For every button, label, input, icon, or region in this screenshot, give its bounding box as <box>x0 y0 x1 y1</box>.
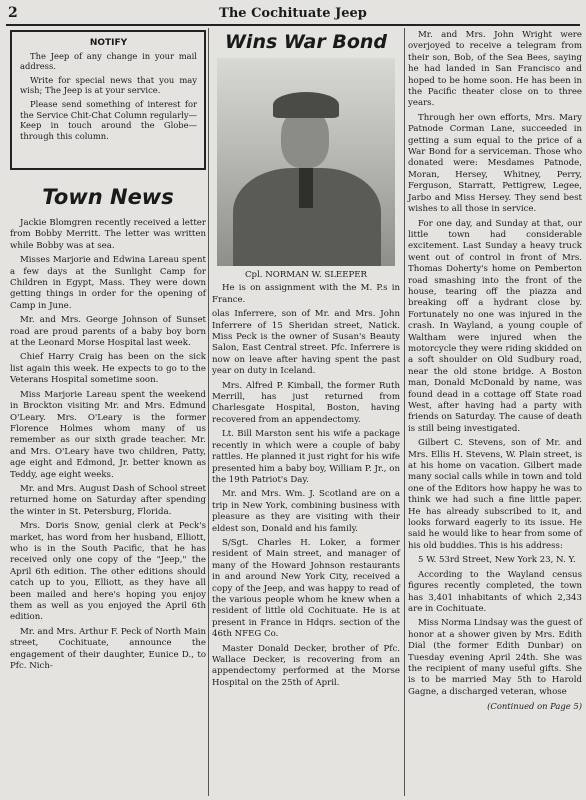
article-paragraph: Mr. and Mrs. George Johnson of Sunset road are proud parents of a baby boy born at the Leonard Morse Hospital last week. <box>10 315 206 349</box>
article-paragraph: Mr. and Mrs. August Dash of School street returned home on Saturday after spending the winter in St. Petersburg, Florida. <box>10 483 206 517</box>
column-right <box>408 30 582 713</box>
paper-title: The Cochituate Jeep <box>219 5 367 21</box>
town-news-heading: Town News <box>42 185 174 209</box>
article-paragraph: Mr. and Mrs. John Wright were overjoyed to receive a telegram from their son, Bob, of the Sea Bees, saying he had landed in San Francisco and hoped to be home soon. He has been in the Pacific theater close on to three years. <box>408 30 582 109</box>
article-paragraph: Lt. Bill Marston sent his wife a package recently in which were a couple of baby rattles. He planned it just right for his wife presented him a baby boy, William P. Jr., on the 19th Patriot's Day. <box>212 429 400 485</box>
article-paragraph: Gilbert C. Stevens, son of Mr. and Mrs. Ellis H. Stevens, W. Plain street, is at his home on vacation. Gilbert made many social calls while in town and told one of the Editors how happy he was to think we had such a fine little paper. He has already subscribed to it, and looks forward eagerly to its issue. He said he would like to hear from some of his old buddies. This is his address: <box>408 438 582 551</box>
column-divider <box>404 28 405 796</box>
article-paragraph: Master Donald Decker, brother of Pfc. Wallace Decker, is recovering from an appendectomy performed at the Morse Hospital on the 25th of April. <box>212 643 400 688</box>
article-paragraph: Mr. and Mrs. Wm. J. Scotland are on a trip in New York, combining business with pleasure as they are visiting with their eldest son, Donald and his family. <box>212 489 400 534</box>
article-paragraph: Mr. and Mrs. Arthur F. Peck of North Main street, Cochituate, announce the engagement of their daughter, Eunice D., to Pfc. Nich- <box>10 626 206 672</box>
page-header <box>6 2 580 24</box>
notify-text-1: The Jeep of any change in your mail address. <box>20 50 197 72</box>
article-paragraph: Miss Norma Lindsay was the guest of honor at a shower given by Mrs. Edith Dial (the former Edith Dunbar) on Tuesday evening April 24th. She was the recipient of many useful gifts. She is to be married May 5th to Harold Gagne, a discharged veteran, whose <box>408 618 583 697</box>
article-paragraph: S/Sgt. Charles H. Loker, a former resident of Main street, and manager of many of the Howard Johnson restaurants in and around New York City, received a copy of the Jeep, and was happy to read of the various people whom he knew when a resident of little old Cochituate. He is at present in France in Hdqrs. section of the 46th NFEG Co. <box>212 537 400 640</box>
continued-note: (Continued on Page 5) <box>487 701 582 712</box>
notify-title: NOTIFY <box>89 38 128 48</box>
article-paragraph: Miss Marjorie Lareau spent the weekend in Brockton visiting Mr. and Mrs. Edmund O'Leary. Mrs. O'Leary is the former Florence Holmes whom many of us remember as our sixth grade teacher. Mr. and Mrs. O'Leary have two children, Patty, age eight and Edmond, Jr. better known as Teddy, age eight weeks. <box>10 389 206 480</box>
article-paragraph: Mrs. Alfred P. Kimball, the former Ruth Merrill, has just returned from Charlesgate Hospital, Boston, having recovered from an appendectomy. <box>212 380 400 425</box>
article-paragraph: olas Inferrere, son of Mr. and Mrs. John Inferrere of 15 Sheridan street, Natick. Miss Peck is the owner of Susan's Beauty Salon, East Central street. Pfc. Inferrere is now on leave after having spent the past year on duty in Iceland. <box>212 309 400 377</box>
address-line: 5 W. 53rd Street, New York 23, N. Y. <box>418 555 576 566</box>
page-number: 2 <box>8 5 18 21</box>
column-divider <box>208 28 209 796</box>
article-paragraph: According to the Wayland census figures recently completed, the town has 3,401 inhabitants of which 2,343 are in Cochituate. <box>408 569 582 614</box>
caption-text: He is on assignment with the M. P.s in France. <box>212 283 400 305</box>
article-paragraph: Through her own efforts, Mrs. Mary Patnode Corman Lane, succeeded in getting a sum equal to the price of a War Bond for a serviceman. Those who donated were: Mesdames Patnode, Moran, Hersey, Whitney, Perry, Ferguson, Starratt, Pettigrew, Legee, Jarbo and Miss Hersey. They send best wishes to all those in service. <box>408 112 582 215</box>
article-paragraph: Mrs. Doris Snow, genial clerk at Peck's market, has word from her husband, Elliott, who is in the South Pacific, that he has received only one copy of the "Jeep," the April 6th edition. The other editions should catch up to you, Elliott, as they have all been mailed and here's hoping you enjoy them as well as you enjoyed the April 6th edition. <box>10 521 206 623</box>
article-paragraph: For one day, and Sunday at that, our little town had considerable excitement. Last Sunday a heavy truck went out of control in front of Mrs. Thomas Doherty's home on Pemberton road smashing into the front of the house, tearing off the piazza and breaking off a hydrant close by. Fortunately no one was injured in the crash. In Wayland, a young couple of Waltham were injured when the motorcycle they were riding skidded on a soft shoulder on Old Sudbury road, near the old stone bridge. A Boston man, Donald McDonald by name, was found dead in a cottage off State road West, after having had a party with friends on Saturday. The cause of death is still being investigated. <box>408 218 582 434</box>
photo-caption: Cpl. NORMAN W. SLEEPER <box>244 270 368 280</box>
article-paragraph: Chief Harry Craig has been on the sick list again this week. He expects to go to the Veterans Hospital sometime soon. <box>10 352 206 386</box>
notify-box <box>10 30 206 170</box>
header-rule <box>6 24 580 26</box>
notify-text-3: Please send something of interest for the Service Chit-Chat Column regularly—Keep in touch around the Globe—through this column. <box>20 98 197 141</box>
soldier-photo <box>217 58 395 266</box>
notify-text-2: Write for special news that you may wish; The Jeep is at your service. <box>20 74 197 96</box>
column-left <box>10 30 206 675</box>
article-paragraph: Jackie Blomgren recently received a letter from Bobby Merritt. The letter was written while Bobby was at sea. <box>10 218 206 251</box>
war-bond-heading: Wins War Bond <box>224 31 388 53</box>
column-middle <box>212 30 400 692</box>
article-paragraph: Misses Marjorie and Edwina Lareau spent a few days at the Sunlight Camp for Children in Egypt, Mass. They were down getting things in order for the opening of Camp in June. <box>10 255 206 311</box>
